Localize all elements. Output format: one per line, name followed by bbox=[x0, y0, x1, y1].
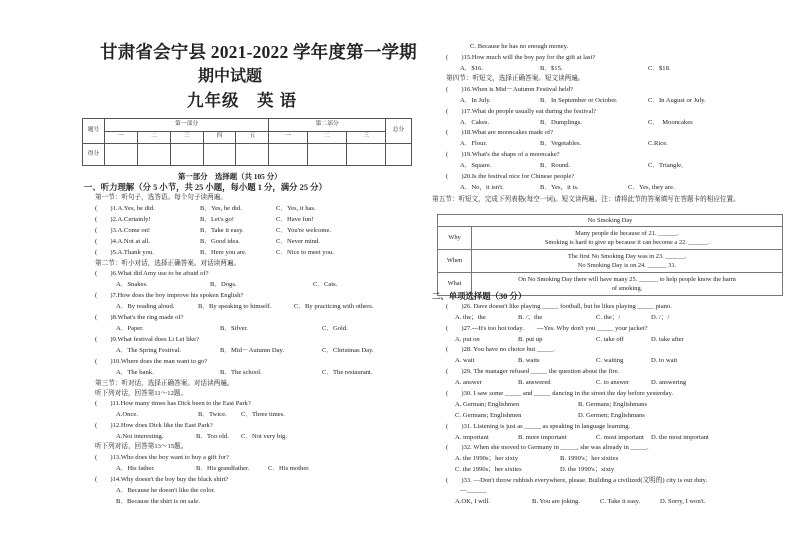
question-32: ( )32. When she moved to Germany in _____, she was already in _____. bbox=[446, 444, 649, 451]
q15-option-a: A．$16. bbox=[460, 65, 483, 72]
q31-option-a: A. important bbox=[455, 434, 489, 441]
cell-why bbox=[472, 227, 783, 250]
question-26: ( )26. Dave doesn't like playing _____ football, but he likes playing _____ piano. bbox=[446, 303, 672, 310]
question-9: ( )9.What festival does Li Lei like? bbox=[95, 336, 199, 343]
question-2: ( )2.A.Certainly! bbox=[95, 216, 151, 223]
q19-option-a: A．Square. bbox=[460, 162, 492, 169]
q5-option-b: B．Here you are. bbox=[200, 249, 247, 256]
q29-option-b: B. answered bbox=[518, 379, 551, 386]
q18-option-b: B．Vegetables. bbox=[540, 140, 582, 147]
q9-option-c: C．Christmas Day. bbox=[322, 347, 374, 354]
q11-option-c: C．Three times. bbox=[241, 411, 285, 418]
score-cell[interactable] bbox=[170, 144, 203, 166]
q17-option-c: C． Mooncakes bbox=[648, 119, 693, 126]
q27-option-a: A. put on bbox=[455, 336, 480, 343]
q32-option-b: B. 1990's；her sixties bbox=[560, 455, 619, 462]
q5-option-c: C．Nice to meet you. bbox=[276, 249, 334, 256]
q26-option-d: D. /；/ bbox=[651, 314, 670, 321]
question-27: ( )27.---It's too hot today. ---Yes. Why don't you _____ your jacket? bbox=[446, 325, 648, 332]
score-col: 一 bbox=[105, 131, 138, 144]
question-4: ( )4.A.Not at all. bbox=[95, 238, 151, 245]
score-cell[interactable] bbox=[203, 144, 236, 166]
q26-option-b: B. /；the bbox=[518, 314, 543, 321]
q6-option-c: C．Cats. bbox=[313, 281, 338, 288]
q28-option-a: A. wait bbox=[455, 357, 475, 364]
question-17: ( )17.What do people usually eat during the festival? bbox=[446, 108, 597, 115]
score-cell[interactable] bbox=[386, 144, 412, 166]
no-smoking-table bbox=[437, 214, 783, 296]
q26-option-a: A. the；the bbox=[455, 314, 486, 321]
why-line-1: Many people die because of 21. ______. bbox=[575, 230, 679, 237]
q27-option-c: C. take off bbox=[596, 336, 624, 343]
score-col: 三 bbox=[346, 131, 385, 144]
q11-option-b: B．Twice. bbox=[198, 411, 227, 418]
part1-title: 第一部分 选择题（共 105 分） bbox=[178, 172, 282, 181]
score-col: 三 bbox=[170, 131, 203, 144]
q29-option-a: A. answer bbox=[455, 379, 482, 386]
section1-instruction-4: 第四节：听短文，选择正确答案。短文读两遍。 bbox=[446, 75, 585, 82]
q3-option-c: C．You're welcome. bbox=[276, 227, 332, 234]
question-10: ( )10.Where does the man want to go? bbox=[95, 358, 208, 365]
q16-option-c: C．In August or July. bbox=[648, 97, 706, 104]
when-line-2: No Smoking Day is on 24. ______ 31. bbox=[577, 262, 677, 270]
section1-instruction-1: 第一节：听句子，选答语。每个句子读两遍。 bbox=[95, 194, 227, 201]
score-cell[interactable] bbox=[346, 144, 385, 166]
section1-instruction-2: 第二节：听小对话，选择正确答案。对话读两遍。 bbox=[95, 260, 241, 267]
row-label-why: Why bbox=[438, 227, 472, 250]
q27-option-b: B. put up bbox=[518, 336, 543, 343]
q9-option-a: A．The Spring Festival. bbox=[116, 347, 182, 354]
score-col: 二 bbox=[308, 131, 347, 144]
q32-option-a: A. the 1990s；her sixty bbox=[455, 455, 519, 462]
question-31: ( )31. Listening is just as _____ as speaking in language learning. bbox=[446, 423, 631, 430]
q20-option-b: B．Yes，it is. bbox=[540, 184, 579, 191]
row-label-when: When bbox=[438, 250, 472, 273]
exam-title: 甘肃省会宁县 2021-2022 学年度第一学期 bbox=[100, 42, 417, 62]
q27-option-d: D. take after bbox=[651, 336, 684, 343]
q6-option-a: A．Snakes. bbox=[116, 281, 148, 288]
q19-option-c: C．Triangle． bbox=[648, 162, 688, 169]
score-cell[interactable] bbox=[105, 144, 138, 166]
q31-option-d: D. the most important bbox=[651, 434, 709, 441]
score-col: 一 bbox=[269, 131, 308, 144]
question-29: ( )29. The manager refused _____ the question about the fire. bbox=[446, 368, 620, 375]
q30-option-b: B. Germans; Englishmans bbox=[578, 401, 648, 408]
grade-subject: 九年级 英 语 bbox=[187, 91, 298, 110]
q13-option-c: C．His mother. bbox=[268, 465, 310, 472]
q32-option-c: C. the 1990s；her sixties bbox=[455, 466, 522, 473]
q30-option-d: D. Germen; Englishmans bbox=[578, 412, 645, 419]
q26-option-c: C. the；/ bbox=[596, 314, 621, 321]
q28-option-b: B. waits bbox=[518, 357, 540, 364]
q10-option-a: A．The bank. bbox=[116, 369, 154, 376]
question-5: ( )5.A.Thank you. bbox=[95, 249, 154, 256]
q15-option-b: B．$15. bbox=[540, 65, 563, 72]
exam-subtitle: 期中试题 bbox=[198, 68, 263, 85]
q28-option-c: C. waiting bbox=[596, 357, 624, 364]
question-3: ( )3.A.Come on! bbox=[95, 227, 151, 234]
q3-option-b: B．Take it easy. bbox=[200, 227, 244, 234]
question-7: ( )7.How does the boy improve his spoken English? bbox=[95, 292, 244, 299]
section1-instruction-5: 第五节：听短文，完成下列表格(每空一词)。短文读两遍。注：请将此节的答案填写在答题卡的相应位置。 bbox=[432, 196, 740, 203]
question-19: ( )19.What's the shape of a mooncake? bbox=[446, 151, 560, 158]
q19-option-b: B．Round. bbox=[540, 162, 571, 169]
cell-when bbox=[472, 250, 783, 273]
q7-option-c: C．By practicing with others. bbox=[294, 303, 374, 310]
q13-option-a: A．His father. bbox=[116, 465, 155, 472]
q4-option-c: C．Never mind. bbox=[276, 238, 320, 245]
q2-option-b: B．Let's go! bbox=[200, 216, 234, 223]
question-28: ( )28. You have no choice but _____. bbox=[446, 346, 555, 353]
q10-option-c: C．The restaurant. bbox=[322, 369, 373, 376]
q14-option-a: A．Because he doesn't like the color. bbox=[116, 487, 215, 494]
q20-option-a: A．No，it isn't. bbox=[460, 184, 504, 191]
question-16: ( )16.When is Mid－Autumn Festival held? bbox=[446, 86, 573, 93]
q16-option-b: B．In September or October. bbox=[540, 97, 618, 104]
q6-option-b: B．Dogs. bbox=[210, 281, 237, 288]
section1-instruction-3c: 听下列对话，回答第13～15题。 bbox=[95, 443, 188, 450]
section1-title: 一、听力理解（分 5 小节，共 25 小题，每小题 1 分，满分 25 分） bbox=[84, 183, 327, 192]
q30-option-a: A. German; Englishmen bbox=[455, 401, 520, 408]
q20-option-c: C．Yes, they are. bbox=[628, 184, 675, 191]
question-8: ( )8.What's the ring made of? bbox=[95, 314, 184, 321]
q8-option-c: C．Gold. bbox=[322, 325, 348, 332]
q12-option-a: A.Not interesting. bbox=[116, 433, 164, 440]
question-12: ( )12.How does Dick like the East Park? bbox=[95, 422, 213, 429]
q11-option-a: A.Once. bbox=[116, 411, 138, 418]
score-cell[interactable] bbox=[236, 144, 269, 166]
question-15: ( )15.How much will the boy pay for the gift at last? bbox=[446, 54, 596, 61]
q1-option-b: B．Yes, he did. bbox=[200, 205, 242, 212]
q33-option-b: B. You are joking. bbox=[532, 498, 580, 505]
q18-option-a: A．Flour. bbox=[460, 140, 487, 147]
q17-option-b: B．Dumplings. bbox=[540, 119, 582, 126]
q2-option-c: C．Have fun! bbox=[276, 216, 314, 223]
q29-option-c: C. to answer bbox=[596, 379, 630, 386]
score-row-label-number: 题号 bbox=[83, 119, 105, 144]
score-col: 五 bbox=[236, 131, 269, 144]
question-18: ( )18.What are mooncakes made of? bbox=[446, 129, 554, 136]
q33-option-c: C. Take it easy. bbox=[600, 498, 641, 505]
score-part1-header: 第一部分 bbox=[105, 119, 269, 132]
score-total-header: 总分 bbox=[386, 119, 412, 144]
q10-option-b: B．The school. bbox=[220, 369, 262, 376]
q29-option-d: D. answering bbox=[651, 379, 687, 386]
q12-option-c: C．Not very big. bbox=[241, 433, 287, 440]
q17-option-a: A．Cakes. bbox=[460, 119, 490, 126]
q14-option-c: C. Because he has no enough money. bbox=[470, 43, 569, 50]
section2-title: 二、单项选择题（30 分） bbox=[432, 292, 527, 301]
score-part2-header: 第二部分 bbox=[269, 119, 386, 132]
q8-option-a: A．Paper. bbox=[116, 325, 144, 332]
score-cell[interactable] bbox=[137, 144, 170, 166]
q32-option-d: D. the 1990's；sixty bbox=[560, 466, 615, 473]
row-label-what: What bbox=[438, 273, 472, 296]
question-20: ( )20.Is the festival nice for Chinese people? bbox=[446, 173, 575, 180]
q33-option-a: A.OK, I will. bbox=[455, 498, 490, 505]
q13-option-b: B．His grandfather. bbox=[196, 465, 250, 472]
q12-option-b: B．Too old. bbox=[196, 433, 229, 440]
q33-reply-blank: —______ bbox=[460, 487, 487, 494]
question-14: ( )14.Why doesn't the boy buy the black shirt? bbox=[95, 476, 229, 483]
question-1: ( )1.A.Yes, he did. bbox=[95, 205, 155, 212]
score-col: 四 bbox=[203, 131, 236, 144]
q9-option-b: B．Mid－Autumn Day. bbox=[220, 347, 285, 354]
q33-option-d: D. Sorry, I won't. bbox=[660, 498, 706, 505]
q18-option-c: C.Rice. bbox=[648, 140, 668, 147]
question-33: ( )33. —Don't throw rubbish everywhere, please. Building a civilized(文明的) city is our duty. bbox=[446, 477, 708, 484]
score-row-label-score: 得分 bbox=[83, 144, 105, 166]
q30-option-c: C. Germans; Englishmen bbox=[455, 412, 522, 419]
question-30: ( )30. I saw some _____ and _____ dancing in the street the day before yesterday. bbox=[446, 390, 673, 397]
score-cell[interactable] bbox=[308, 144, 347, 166]
q31-option-c: C. most important bbox=[596, 434, 644, 441]
question-6: ( )6.What did Amy use to be afraid of? bbox=[95, 270, 209, 277]
what-line-1: On No Smoking Day there will have many 25. ______ to help people know the harm bbox=[518, 276, 736, 283]
q28-option-d: D. to wait bbox=[651, 357, 678, 364]
score-table bbox=[82, 118, 412, 166]
q1-option-c: C．Yes, it has. bbox=[276, 205, 316, 212]
question-13: ( )13.Who does the boy want to buy a gift for? bbox=[95, 454, 230, 461]
why-line-2: Smoking is hard to give up because it can become a 22. ______. bbox=[544, 239, 710, 247]
q8-option-b: B．Silver. bbox=[220, 325, 249, 332]
section1-instruction-3b: 听下列对话，回答第11～12题。 bbox=[95, 390, 188, 397]
q7-option-a: A．By reading aloud. bbox=[116, 303, 175, 310]
what-line-2: of smoking. bbox=[611, 285, 643, 293]
score-cell[interactable] bbox=[269, 144, 308, 166]
q31-option-b: B. more important bbox=[518, 434, 567, 441]
q4-option-b: B．Good idea. bbox=[200, 238, 240, 245]
question-11: ( )11.How many times has Dick been to the East Park? bbox=[95, 400, 251, 407]
section1-instruction-3: 第三节：听对话，选择正确答案。对话读两遍。 bbox=[95, 380, 234, 387]
when-line-1: The first No Smoking Day was in 23. ______. bbox=[567, 253, 687, 260]
q16-option-a: A．In July. bbox=[460, 97, 491, 104]
q15-option-c: C．$18. bbox=[648, 65, 671, 72]
table-title: No Smoking Day bbox=[438, 215, 783, 227]
q14-option-b: B．Because the shirt is on sale. bbox=[116, 498, 200, 505]
score-col: 二 bbox=[137, 131, 170, 144]
q7-option-b: B．By speaking to himself. bbox=[198, 303, 272, 310]
